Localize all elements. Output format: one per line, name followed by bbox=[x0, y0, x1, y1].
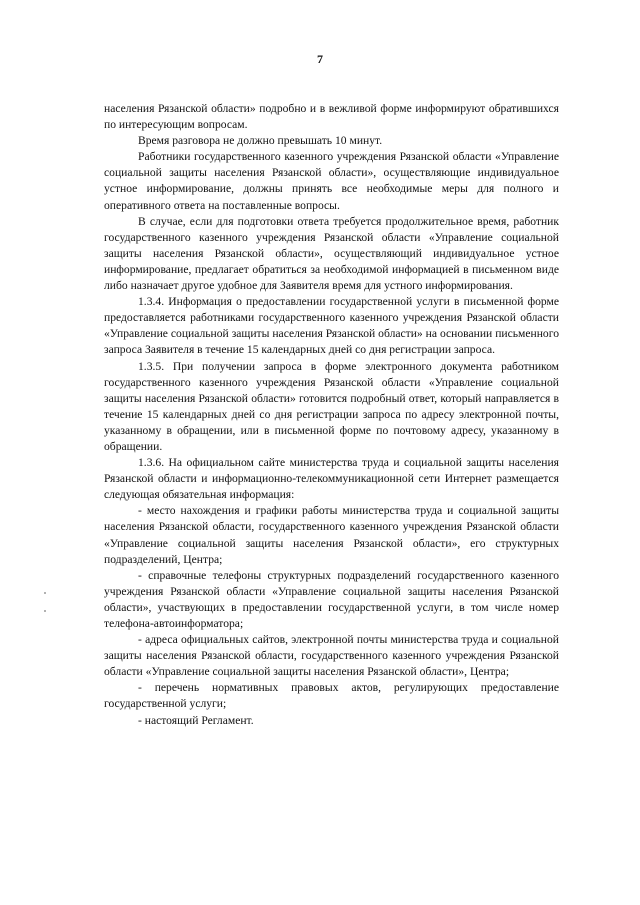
document-body bbox=[104, 101, 559, 729]
scan-speck-mark bbox=[44, 592, 46, 594]
list-item-websites: - адреса официальных сайтов, электронной почты министерства труда и социальной защиты населения Рязанской области, государственного казенного учреждения Рязанской области «Управление социальной защиты населения Рязанской области», Центра; bbox=[104, 633, 559, 679]
list-item-legal-acts: - перечень нормативных правовых актов, регулирующих предоставление государственной услуги; bbox=[104, 681, 559, 711]
paragraph-continuation: населения Рязанской области» подробно и в вежливой форме информируют обратившихся по интересующим вопросам. bbox=[104, 102, 559, 132]
list-item-regulation: - настоящий Регламент. bbox=[138, 713, 254, 727]
paragraph-extended-time: В случае, если для подготовки ответа требуется продолжительное время, работник государственного казенного учреждения Рязанской области «Управление социальной защиты населения Рязанской области», осуществляющий индивидуальное устное информирование, предлагает обратиться за необходимой информацией в письменном виде либо назначает другое удобное для Заявителя время для устного информирования. bbox=[104, 214, 559, 293]
list-item-location-schedule: - место нахождения и графики работы министерства труда и социальной защиты населения Рязанской области, государственного казенного учреждения Рязанской области «Управление социальной защиты населения Рязанской области», его структурных подразделений, Центра; bbox=[104, 504, 559, 566]
paragraph-1-3-5: 1.3.5. При получении запроса в форме электронного документа работником государственного казенного учреждения Рязанской области «Управление социальной защиты населения Рязанской области» готовится подробный ответ, который направляется в течение 15 календарных дней со дня регистрации запроса по адресу электронной почты, указанному в обращении, или в письменной форме по почтовому адресу, указанному в обращении. bbox=[104, 359, 559, 453]
paragraph-1-3-6: 1.3.6. На официальном сайте министерства труда и социальной защиты населения Рязанской области и информационно-телекоммуникационной сети Интернет размещается следующая обязательная информация: bbox=[104, 456, 559, 502]
paragraph-1-3-4: 1.3.4. Информация о предоставлении государственной услуги в письменной форме предоставляется работниками государственного казенного учреждения Рязанской области «Управление социальной защиты населения Рязанской области» на основании письменного запроса Заявителя в течение 15 календарных дней со дня регистрации запроса. bbox=[104, 295, 559, 357]
scan-speck-mark bbox=[44, 610, 46, 612]
paragraph-oral-informing: Работники государственного казенного учреждения Рязанской области «Управление социальной защиты населения Рязанской области», осуществляющие индивидуальное устное информирование, должны принять все необходимые меры для полного и оперативного ответа на поставленные вопросы. bbox=[104, 150, 559, 212]
page-number: 7 bbox=[317, 52, 323, 66]
list-item-phones: - справочные телефоны структурных подразделений государственного казенного учреждения Рязанской области «Управление социальной защиты населения Рязанской области», участвующих в предоставлении государственной услуги, в том числе номер телефона-автоинформатора; bbox=[104, 568, 559, 630]
paragraph-call-duration: Время разговора не должно превышать 10 минут. bbox=[138, 134, 383, 148]
